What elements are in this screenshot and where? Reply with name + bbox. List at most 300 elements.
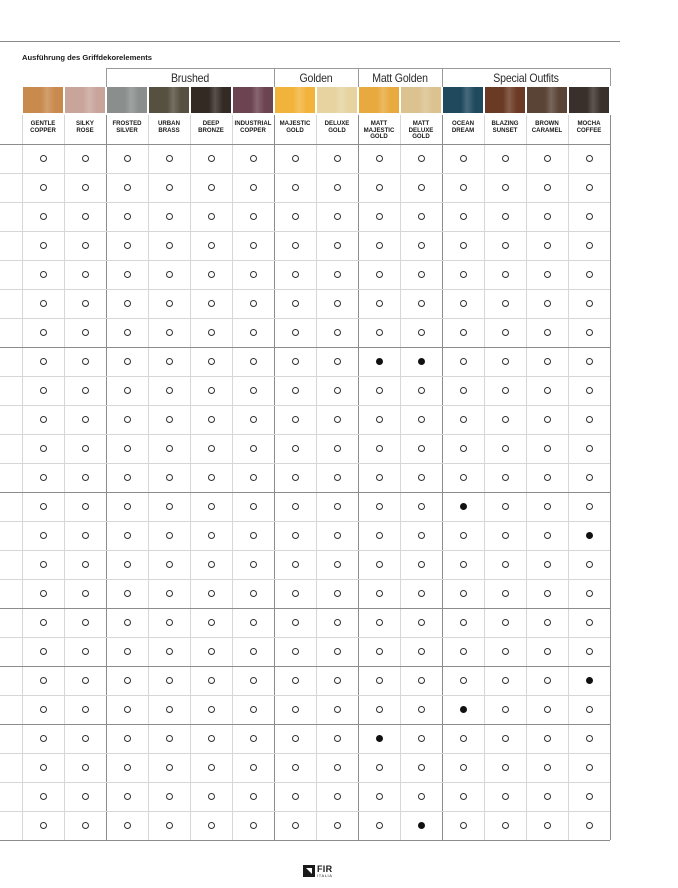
availability-cell	[64, 724, 106, 753]
finish-swatch-majestic-gold	[275, 87, 315, 113]
availability-cell	[22, 753, 64, 782]
optional-finish-circle-icon	[82, 387, 89, 394]
availability-cell	[568, 637, 610, 666]
optional-finish-circle-icon	[124, 358, 131, 365]
availability-cell	[568, 550, 610, 579]
standard-finish-dot-icon	[418, 822, 425, 829]
optional-finish-circle-icon	[334, 474, 341, 481]
availability-cell	[568, 579, 610, 608]
availability-cell	[64, 608, 106, 637]
availability-cell	[484, 405, 526, 434]
optional-finish-circle-icon	[586, 329, 593, 336]
optional-finish-circle-icon	[166, 358, 173, 365]
availability-cell	[64, 463, 106, 492]
finish-name-label: MATT DELUXE GOLD	[408, 120, 434, 141]
optional-finish-circle-icon	[502, 735, 509, 742]
availability-cell	[106, 231, 148, 260]
optional-finish-circle-icon	[208, 822, 215, 829]
optional-finish-circle-icon	[502, 416, 509, 423]
optional-finish-circle-icon	[418, 155, 425, 162]
optional-finish-circle-icon	[418, 764, 425, 771]
availability-cell	[568, 231, 610, 260]
standard-finish-dot-icon	[460, 503, 467, 510]
availability-cell	[568, 492, 610, 521]
optional-finish-circle-icon	[166, 184, 173, 191]
finish-name-label: MATT MAJESTIC GOLD	[363, 120, 395, 141]
availability-cell	[484, 318, 526, 347]
availability-cell	[22, 608, 64, 637]
optional-finish-circle-icon	[544, 735, 551, 742]
availability-cell	[64, 434, 106, 463]
availability-cell	[526, 608, 568, 637]
optional-finish-circle-icon	[292, 387, 299, 394]
availability-cell	[400, 289, 442, 318]
availability-cell	[190, 724, 232, 753]
finish-group-matt-golden	[358, 68, 442, 86]
availability-cell	[358, 782, 400, 811]
finish-name-label: MAJESTIC GOLD	[279, 120, 311, 134]
availability-cell	[64, 405, 106, 434]
availability-cell	[274, 608, 316, 637]
optional-finish-circle-icon	[334, 648, 341, 655]
optional-finish-circle-icon	[460, 300, 467, 307]
optional-finish-circle-icon	[292, 793, 299, 800]
optional-finish-circle-icon	[124, 271, 131, 278]
optional-finish-circle-icon	[250, 619, 257, 626]
availability-cell	[64, 173, 106, 202]
optional-finish-circle-icon	[82, 213, 89, 220]
finish-swatch-ocean-dream	[443, 87, 483, 113]
optional-finish-circle-icon	[208, 735, 215, 742]
availability-cell	[358, 376, 400, 405]
optional-finish-circle-icon	[250, 735, 257, 742]
optional-finish-circle-icon	[208, 706, 215, 713]
availability-cell	[526, 231, 568, 260]
availability-cell	[316, 695, 358, 724]
availability-cell	[22, 173, 64, 202]
availability-cell	[148, 521, 190, 550]
optional-finish-circle-icon	[292, 155, 299, 162]
availability-cell	[64, 260, 106, 289]
optional-finish-circle-icon	[418, 648, 425, 655]
optional-finish-circle-icon	[250, 503, 257, 510]
optional-finish-circle-icon	[460, 445, 467, 452]
optional-finish-circle-icon	[418, 677, 425, 684]
optional-finish-circle-icon	[124, 677, 131, 684]
availability-cell	[232, 202, 274, 231]
availability-cell	[106, 666, 148, 695]
optional-finish-circle-icon	[334, 184, 341, 191]
availability-cell	[232, 318, 274, 347]
availability-cell	[400, 492, 442, 521]
availability-cell	[274, 811, 316, 840]
availability-cell	[442, 231, 484, 260]
availability-cell	[274, 376, 316, 405]
optional-finish-circle-icon	[376, 822, 383, 829]
availability-cell	[274, 550, 316, 579]
optional-finish-circle-icon	[250, 242, 257, 249]
availability-cell	[316, 782, 358, 811]
optional-finish-circle-icon	[460, 822, 467, 829]
availability-cell	[190, 811, 232, 840]
optional-finish-circle-icon	[334, 300, 341, 307]
availability-cell	[190, 637, 232, 666]
optional-finish-circle-icon	[460, 358, 467, 365]
optional-finish-circle-icon	[544, 242, 551, 249]
finish-group-label: Special Outfits	[493, 71, 559, 85]
optional-finish-circle-icon	[460, 474, 467, 481]
availability-cell	[400, 695, 442, 724]
finish-name-label: DEEP BRONZE	[198, 120, 224, 134]
optional-finish-circle-icon	[40, 416, 47, 423]
availability-cell	[400, 724, 442, 753]
availability-cell	[232, 753, 274, 782]
optional-finish-circle-icon	[40, 300, 47, 307]
optional-finish-circle-icon	[586, 416, 593, 423]
availability-cell	[148, 434, 190, 463]
finish-swatch-silky-rose	[65, 87, 105, 113]
optional-finish-circle-icon	[544, 764, 551, 771]
availability-cell	[358, 550, 400, 579]
optional-finish-circle-icon	[40, 648, 47, 655]
availability-cell	[190, 695, 232, 724]
optional-finish-circle-icon	[586, 822, 593, 829]
optional-finish-circle-icon	[208, 300, 215, 307]
availability-cell	[232, 289, 274, 318]
optional-finish-circle-icon	[124, 184, 131, 191]
optional-finish-circle-icon	[418, 793, 425, 800]
optional-finish-circle-icon	[40, 706, 47, 713]
optional-finish-circle-icon	[376, 416, 383, 423]
optional-finish-circle-icon	[334, 822, 341, 829]
optional-finish-circle-icon	[502, 155, 509, 162]
availability-cell	[22, 376, 64, 405]
table-row	[0, 724, 610, 753]
availability-cell	[64, 521, 106, 550]
standard-finish-dot-icon	[586, 532, 593, 539]
availability-cell	[22, 811, 64, 840]
optional-finish-circle-icon	[544, 155, 551, 162]
optional-finish-circle-icon	[334, 590, 341, 597]
availability-cell	[316, 347, 358, 376]
availability-cell	[148, 347, 190, 376]
optional-finish-circle-icon	[376, 793, 383, 800]
availability-cell	[64, 347, 106, 376]
availability-cell	[526, 724, 568, 753]
availability-cell	[190, 782, 232, 811]
table-row	[0, 782, 610, 811]
table-row	[0, 521, 610, 550]
optional-finish-circle-icon	[124, 619, 131, 626]
availability-cell	[568, 608, 610, 637]
optional-finish-circle-icon	[82, 445, 89, 452]
availability-cell	[274, 782, 316, 811]
optional-finish-circle-icon	[544, 648, 551, 655]
optional-finish-circle-icon	[166, 648, 173, 655]
optional-finish-circle-icon	[166, 300, 173, 307]
availability-cell	[442, 434, 484, 463]
availability-cell	[22, 318, 64, 347]
availability-cell	[400, 260, 442, 289]
optional-finish-circle-icon	[250, 793, 257, 800]
optional-finish-circle-icon	[586, 155, 593, 162]
optional-finish-circle-icon	[586, 503, 593, 510]
optional-finish-circle-icon	[376, 474, 383, 481]
availability-cell	[64, 666, 106, 695]
availability-cell	[232, 376, 274, 405]
finish-name-label: OCEAN DREAM	[451, 120, 475, 134]
optional-finish-circle-icon	[544, 532, 551, 539]
availability-cell	[526, 550, 568, 579]
optional-finish-circle-icon	[334, 532, 341, 539]
availability-cell	[22, 463, 64, 492]
optional-finish-circle-icon	[502, 677, 509, 684]
optional-finish-circle-icon	[166, 387, 173, 394]
finish-name-label: GENTLE COPPER	[30, 120, 56, 134]
availability-cell	[190, 463, 232, 492]
optional-finish-circle-icon	[250, 358, 257, 365]
availability-cell	[22, 492, 64, 521]
optional-finish-circle-icon	[250, 329, 257, 336]
optional-finish-circle-icon	[208, 619, 215, 626]
availability-cell	[568, 782, 610, 811]
availability-cell	[148, 231, 190, 260]
optional-finish-circle-icon	[292, 184, 299, 191]
finish-group-label: Golden	[299, 71, 333, 85]
optional-finish-circle-icon	[124, 561, 131, 568]
availability-cell	[148, 608, 190, 637]
availability-cell	[22, 579, 64, 608]
availability-cell	[484, 347, 526, 376]
optional-finish-circle-icon	[418, 416, 425, 423]
availability-cell	[400, 608, 442, 637]
optional-finish-circle-icon	[544, 474, 551, 481]
optional-finish-circle-icon	[334, 155, 341, 162]
optional-finish-circle-icon	[502, 793, 509, 800]
optional-finish-circle-icon	[250, 590, 257, 597]
optional-finish-circle-icon	[166, 271, 173, 278]
availability-cell	[526, 260, 568, 289]
table-row	[0, 463, 610, 492]
availability-cell	[400, 753, 442, 782]
optional-finish-circle-icon	[82, 735, 89, 742]
availability-cell	[400, 318, 442, 347]
availability-cell	[64, 376, 106, 405]
availability-cell	[316, 753, 358, 782]
table-row	[0, 666, 610, 695]
availability-cell	[22, 231, 64, 260]
availability-cell	[400, 434, 442, 463]
optional-finish-circle-icon	[502, 184, 509, 191]
optional-finish-circle-icon	[376, 561, 383, 568]
optional-finish-circle-icon	[334, 445, 341, 452]
availability-cell	[148, 376, 190, 405]
optional-finish-circle-icon	[502, 242, 509, 249]
optional-finish-circle-icon	[502, 822, 509, 829]
availability-cell	[316, 521, 358, 550]
optional-finish-circle-icon	[250, 416, 257, 423]
availability-cell	[358, 318, 400, 347]
optional-finish-circle-icon	[418, 300, 425, 307]
availability-cell	[148, 550, 190, 579]
optional-finish-circle-icon	[82, 184, 89, 191]
finish-name-label: BLAZING SUNSET	[491, 120, 519, 134]
availability-cell	[442, 724, 484, 753]
optional-finish-circle-icon	[292, 416, 299, 423]
optional-finish-circle-icon	[124, 213, 131, 220]
optional-finish-circle-icon	[292, 561, 299, 568]
optional-finish-circle-icon	[292, 242, 299, 249]
optional-finish-circle-icon	[502, 706, 509, 713]
availability-cell	[22, 202, 64, 231]
optional-finish-circle-icon	[418, 387, 425, 394]
availability-cell	[190, 521, 232, 550]
availability-cell	[484, 231, 526, 260]
availability-cell	[106, 202, 148, 231]
optional-finish-circle-icon	[40, 184, 47, 191]
table-row	[0, 550, 610, 579]
optional-finish-circle-icon	[586, 271, 593, 278]
availability-cell	[568, 318, 610, 347]
optional-finish-circle-icon	[586, 648, 593, 655]
optional-finish-circle-icon	[250, 474, 257, 481]
optional-finish-circle-icon	[544, 793, 551, 800]
optional-finish-circle-icon	[376, 677, 383, 684]
availability-cell	[358, 144, 400, 173]
availability-cell	[64, 318, 106, 347]
availability-cell	[274, 695, 316, 724]
availability-cell	[316, 666, 358, 695]
optional-finish-circle-icon	[82, 503, 89, 510]
optional-finish-circle-icon	[208, 416, 215, 423]
availability-cell	[64, 144, 106, 173]
optional-finish-circle-icon	[586, 213, 593, 220]
availability-cell	[316, 434, 358, 463]
availability-cell	[148, 405, 190, 434]
table-row	[0, 579, 610, 608]
optional-finish-circle-icon	[292, 213, 299, 220]
availability-cell	[568, 405, 610, 434]
availability-cell	[22, 260, 64, 289]
optional-finish-circle-icon	[250, 445, 257, 452]
optional-finish-circle-icon	[40, 358, 47, 365]
availability-cell	[274, 753, 316, 782]
optional-finish-circle-icon	[82, 271, 89, 278]
optional-finish-circle-icon	[82, 300, 89, 307]
optional-finish-circle-icon	[40, 474, 47, 481]
availability-cell	[358, 289, 400, 318]
availability-cell	[148, 724, 190, 753]
availability-cell	[316, 463, 358, 492]
optional-finish-circle-icon	[124, 503, 131, 510]
availability-cell	[22, 521, 64, 550]
availability-cell	[358, 695, 400, 724]
optional-finish-circle-icon	[334, 735, 341, 742]
availability-cell	[442, 666, 484, 695]
optional-finish-circle-icon	[166, 242, 173, 249]
availability-cell	[484, 202, 526, 231]
availability-cell	[22, 144, 64, 173]
availability-cell	[400, 579, 442, 608]
optional-finish-circle-icon	[544, 271, 551, 278]
optional-finish-circle-icon	[82, 677, 89, 684]
availability-cell	[484, 753, 526, 782]
availability-cell	[190, 550, 232, 579]
optional-finish-circle-icon	[544, 445, 551, 452]
availability-cell	[442, 463, 484, 492]
optional-finish-circle-icon	[166, 416, 173, 423]
optional-finish-circle-icon	[208, 358, 215, 365]
availability-cell	[232, 608, 274, 637]
optional-finish-circle-icon	[376, 706, 383, 713]
availability-cell	[400, 811, 442, 840]
optional-finish-circle-icon	[250, 706, 257, 713]
optional-finish-circle-icon	[166, 503, 173, 510]
availability-cell	[442, 579, 484, 608]
optional-finish-circle-icon	[208, 329, 215, 336]
optional-finish-circle-icon	[502, 619, 509, 626]
availability-cell	[568, 260, 610, 289]
availability-cell	[64, 492, 106, 521]
availability-cell	[274, 260, 316, 289]
optional-finish-circle-icon	[166, 445, 173, 452]
finish-swatch-matt-majestic-gold	[359, 87, 399, 113]
optional-finish-circle-icon	[376, 387, 383, 394]
availability-cell	[64, 695, 106, 724]
optional-finish-circle-icon	[166, 793, 173, 800]
optional-finish-circle-icon	[292, 503, 299, 510]
availability-cell	[484, 463, 526, 492]
availability-cell	[484, 695, 526, 724]
finish-group-special-outfits	[442, 68, 610, 86]
optional-finish-circle-icon	[376, 648, 383, 655]
optional-finish-circle-icon	[502, 532, 509, 539]
optional-finish-circle-icon	[40, 155, 47, 162]
availability-cell	[484, 260, 526, 289]
availability-cell	[358, 753, 400, 782]
availability-cell	[274, 318, 316, 347]
availability-cell	[358, 724, 400, 753]
optional-finish-circle-icon	[40, 822, 47, 829]
optional-finish-circle-icon	[124, 735, 131, 742]
availability-cell	[232, 782, 274, 811]
availability-cell	[274, 579, 316, 608]
availability-cell	[316, 550, 358, 579]
optional-finish-circle-icon	[418, 242, 425, 249]
availability-cell	[568, 173, 610, 202]
availability-cell	[106, 318, 148, 347]
availability-cell	[442, 521, 484, 550]
availability-cell	[400, 550, 442, 579]
availability-cell	[526, 666, 568, 695]
optional-finish-circle-icon	[586, 300, 593, 307]
availability-cell	[64, 811, 106, 840]
availability-cell	[316, 173, 358, 202]
availability-cell	[274, 231, 316, 260]
optional-finish-circle-icon	[292, 822, 299, 829]
optional-finish-circle-icon	[82, 358, 89, 365]
optional-finish-circle-icon	[502, 271, 509, 278]
table-row	[0, 753, 610, 782]
optional-finish-circle-icon	[502, 213, 509, 220]
optional-finish-circle-icon	[586, 735, 593, 742]
optional-finish-circle-icon	[40, 764, 47, 771]
availability-cell	[232, 579, 274, 608]
optional-finish-circle-icon	[334, 677, 341, 684]
optional-finish-circle-icon	[334, 793, 341, 800]
availability-cell	[484, 811, 526, 840]
optional-finish-circle-icon	[82, 764, 89, 771]
